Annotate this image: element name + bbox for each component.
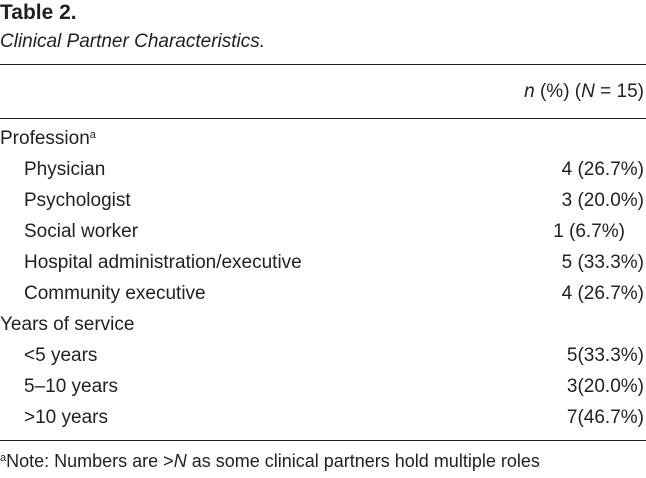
row-value: 5(33.3%) [566, 345, 644, 366]
row-value: 4 (26.7%) [561, 283, 644, 304]
footnote-N: N [173, 451, 187, 471]
table-row-years-of-service [0, 310, 646, 340]
bottom-rule [0, 440, 646, 441]
row-label: Social worker [24, 221, 139, 242]
row-label: Psychologist [24, 190, 131, 211]
table-row [0, 155, 646, 185]
row-label: Profession$^a$ [0, 128, 96, 149]
row-label: Physician [24, 159, 106, 180]
row-label: >10 years [24, 407, 108, 428]
top-rule [0, 64, 646, 65]
footnote-marker: a [0, 452, 7, 464]
row-value: 1 (6.7%) [553, 221, 625, 242]
footnote-marker: a [89, 129, 96, 141]
footnote-text-post: as some clinical partners hold multiple roles [186, 451, 540, 471]
row-label: Hospital administration/executive [24, 252, 302, 273]
row-value: 4 (26.7%) [561, 159, 644, 180]
header-pct: (%) ( [534, 81, 582, 102]
table-row [0, 372, 646, 402]
row-label: 5–10 years [24, 376, 119, 397]
row-value: 3(20.0%) [566, 376, 644, 397]
table-row [0, 248, 646, 278]
table-row [0, 403, 646, 433]
table-caption: Clinical Partner Characteristics. [0, 31, 266, 52]
footnote-text-pre: Note: Numbers are > [6, 451, 174, 471]
table-row [0, 341, 646, 371]
row-label: Community executive [24, 283, 206, 304]
header-eq: = 15) [594, 81, 644, 102]
row-label: <5 years [24, 345, 98, 366]
header-N: N [581, 81, 595, 102]
column-header [524, 80, 644, 104]
row-value: 7(46.7%) [566, 407, 644, 428]
row-value: 5 (33.3%) [561, 252, 644, 273]
header-rule [0, 118, 646, 119]
row-value: 3 (20.0%) [561, 190, 644, 211]
table-row [0, 217, 646, 247]
table-row [0, 279, 646, 309]
table-title: Table 2. [0, 1, 77, 24]
table-row-profession [0, 124, 646, 154]
table-footnote [0, 448, 540, 474]
header-n: n [524, 81, 535, 102]
row-label: Years of service [0, 314, 135, 335]
table-row [0, 186, 646, 216]
